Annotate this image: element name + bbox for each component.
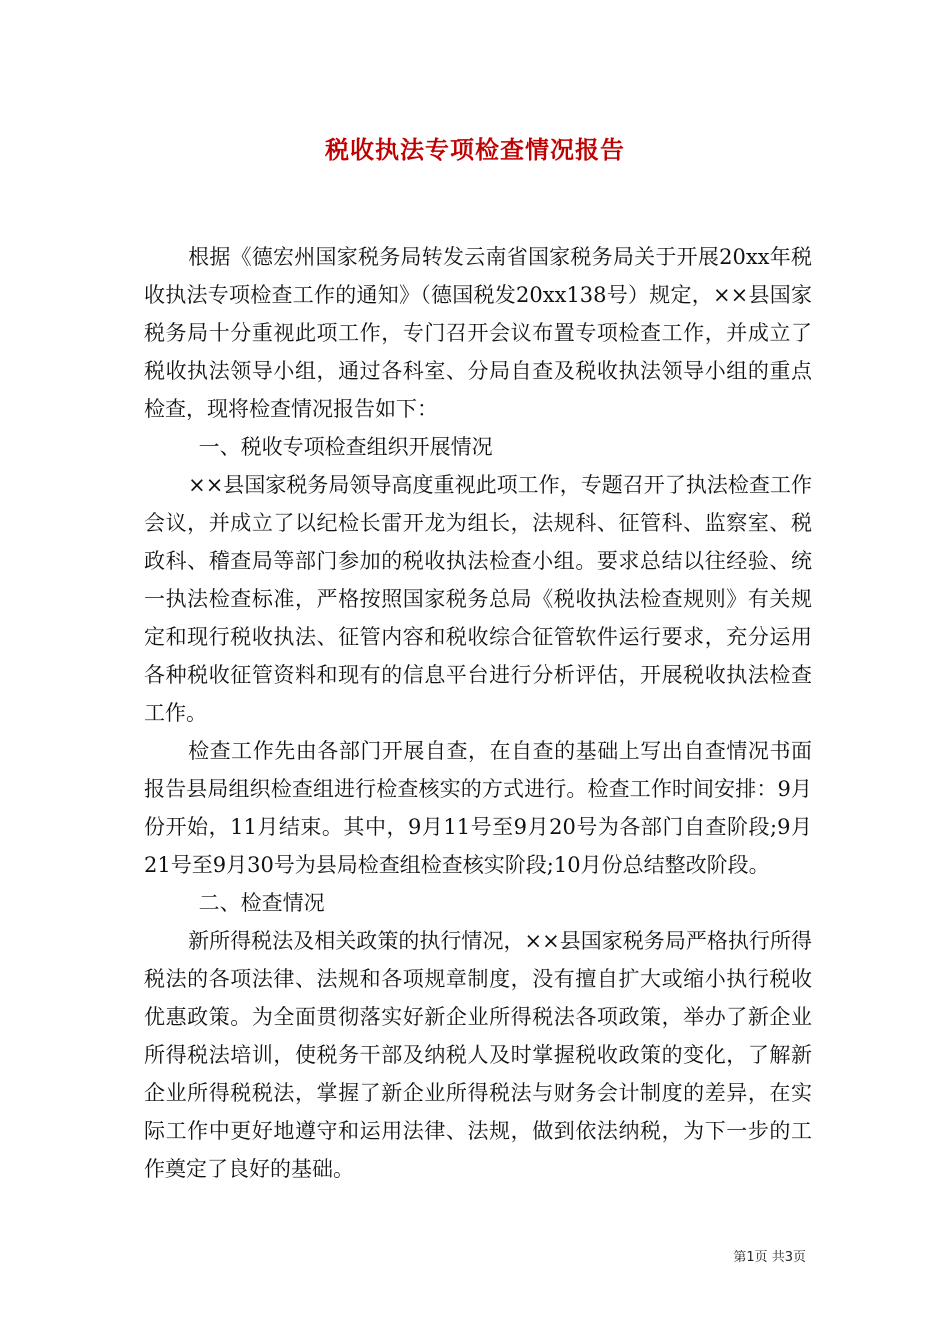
paragraph-schedule: 检查工作先由各部门开展自查，在自查的基础上写出自查情况书面报告县局组织检查组进行检查核实的方式进行。检查工作时间安排：9月份开始，11月结束。其中，9月11号至9月20号为各部门自查阶段;9月21号至9月30号为县局检查组检查核实阶段;10月份总结整改阶段。	[144, 739, 812, 877]
document-body	[144, 238, 812, 1188]
document-title: 税收执法专项检查情况报告	[325, 135, 625, 164]
section-heading-2: 二、检查情况	[198, 891, 325, 915]
section-heading-1: 一、税收专项检查组织开展情况	[198, 435, 493, 459]
paragraph-income-tax: 新所得税法及相关政策的执行情况，××县国家税务局严格执行所得税法的各项法律、法规和各项规章制度，没有擅自扩大或缩小执行税收优惠政策。为全面贯彻落实好新企业所得税法各项政策，举办了新企业所得税法培训，使税务干部及纳税人及时掌握税收政策的变化，了解新企业所得税税法，掌握了新企业所得税法与财务会计制度的差异，在实际工作中更好地遵守和运用法律、法规，做到依法纳税，为下一步的工作奠定了良好的基础。	[144, 929, 812, 1181]
paragraph-intro: 根据《德宏州国家税务局转发云南省国家税务局关于开展20xx年税收执法专项检查工作的通知》（德国税发20xx138号）规定，××县国家税务局十分重视此项工作，专门召开会议布置专项检查工作，并成立了税收执法领导小组，通过各科室、分局自查及税收执法领导小组的重点检查，现将检查情况报告如下：	[144, 245, 812, 421]
paragraph-organization: ××县国家税务局领导高度重视此项工作，专题召开了执法检查工作会议，并成立了以纪检长雷开龙为组长，法规科、征管科、监察室、税政科、稽查局等部门参加的税收执法检查小组。要求总结以往经验、统一执法检查标准，严格按照国家税务总局《税收执法检查规则》有关规定和现行税收执法、征管内容和税收综合征管软件运行要求，充分运用各种税收征管资料和现有的信息平台进行分析评估，开展税收执法检查工作。	[144, 473, 812, 725]
page-number: 第1页 共3页	[733, 1250, 806, 1265]
